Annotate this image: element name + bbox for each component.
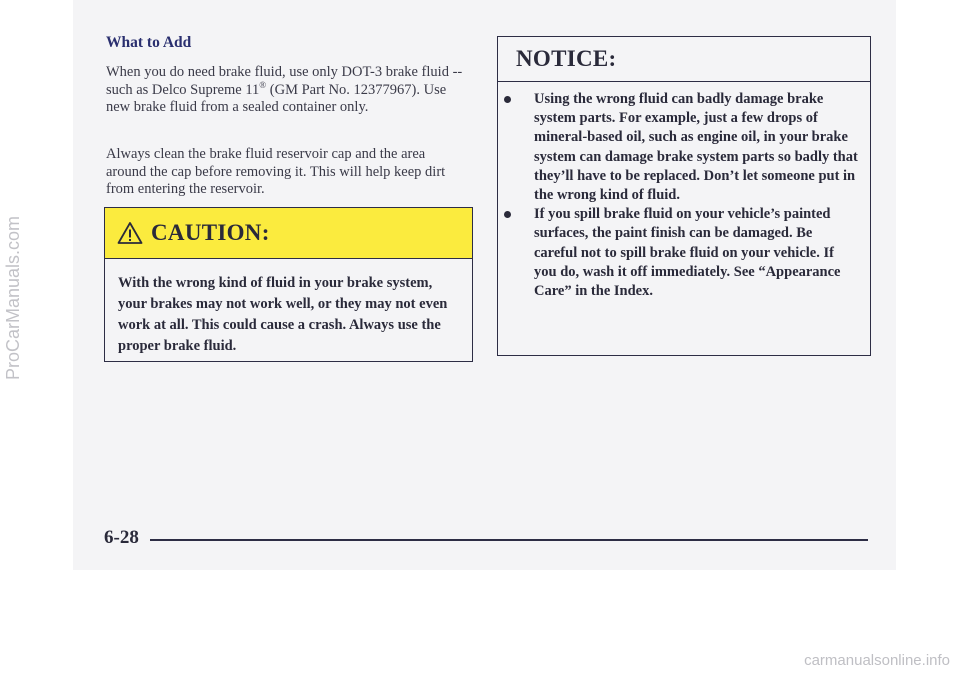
notice-title: NOTICE: bbox=[516, 46, 617, 71]
paragraph-clean-cap: Always clean the brake fluid reservoir cap and the area around the cap before removing it. This will help keep dirt from entering the reservoir. bbox=[106, 146, 446, 197]
paragraph-what-to-add bbox=[106, 64, 468, 117]
warning-triangle-icon bbox=[117, 221, 143, 245]
bullet-icon bbox=[504, 96, 511, 103]
bottom-watermark: carmanualsonline.info bbox=[804, 652, 950, 669]
paragraph1-text-cont: (GM Part No. 12377967). Use new brake fluid from a sealed container only. bbox=[106, 81, 447, 115]
page-number: 6-28 bbox=[104, 527, 139, 548]
notice-box bbox=[497, 36, 871, 356]
caution-header bbox=[105, 208, 472, 259]
paragraph1-text: When you do need brake fluid, use only DOT-3 brake fluid -- such as Delco Supreme 11 bbox=[106, 64, 463, 98]
notice-item-text: If you spill brake fluid on your vehicle’s painted surfaces, the paint finish can be damaged. Be careful not to spill brake fluid on your vehicle. If you do, wash it off immediately. See “Appearance Care” in the Index. bbox=[534, 206, 841, 300]
footer-rule bbox=[150, 539, 868, 541]
registered-mark: ® bbox=[259, 79, 267, 90]
caution-box bbox=[104, 207, 473, 362]
notice-header bbox=[498, 37, 870, 82]
caution-text: With the wrong kind of fluid in your brake system, your brakes may not work well, or they may not even work at all. This could cause a crash. Always use the proper brake fluid. bbox=[118, 275, 448, 354]
notice-list bbox=[498, 82, 870, 301]
section-heading: What to Add bbox=[106, 34, 192, 51]
list-item bbox=[534, 90, 858, 205]
side-watermark: ProCarManuals.com bbox=[3, 215, 23, 380]
bullet-icon bbox=[504, 211, 511, 218]
notice-item-text: Using the wrong fluid can badly damage brake system parts. For example, just a few drops of mineral-based oil, such as engine oil, in your brake system can damage brake system parts so badly that they’ll have to be replaced. Don’t let someone put in the wrong kind of fluid. bbox=[534, 91, 858, 204]
list-item bbox=[534, 205, 858, 301]
caution-title: CAUTION: bbox=[151, 220, 270, 245]
